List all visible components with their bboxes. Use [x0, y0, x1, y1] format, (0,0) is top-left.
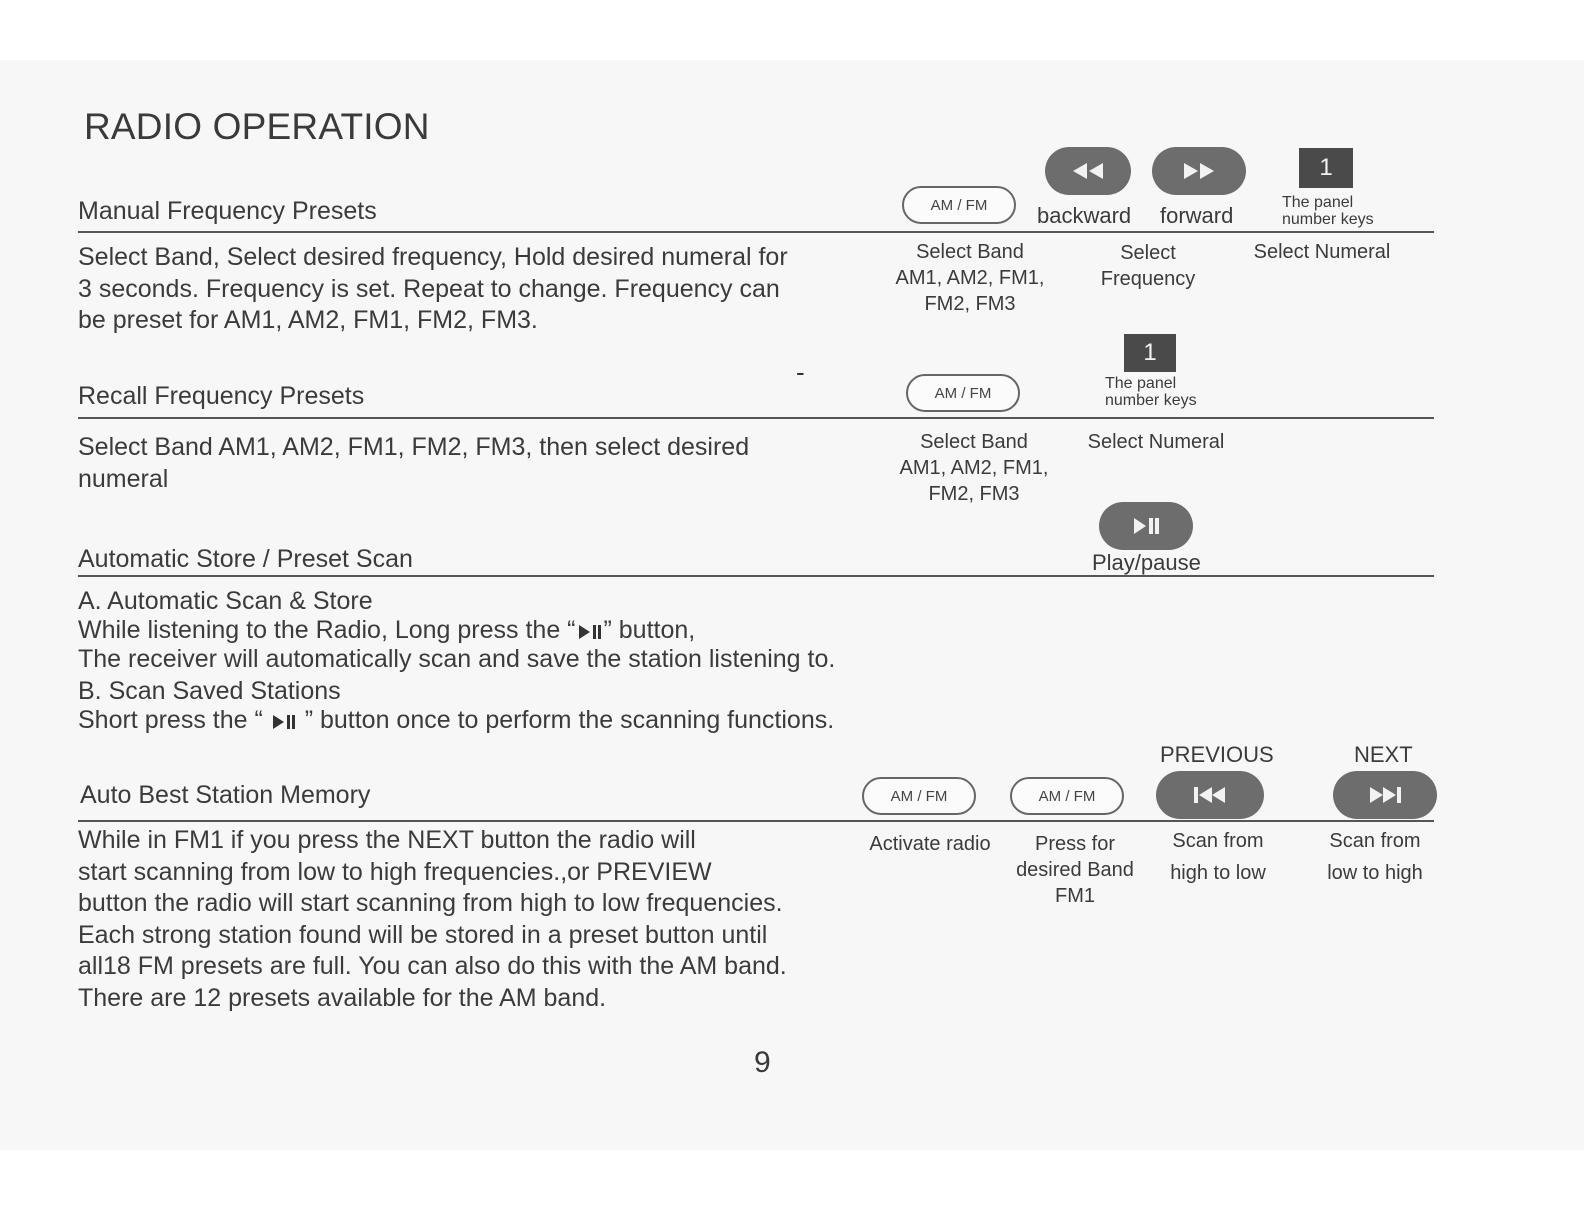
panel-keys-caption: The panel number keys — [1282, 194, 1374, 228]
fast-forward-icon — [1181, 162, 1217, 180]
play-pause-label: Play/pause — [1092, 550, 1201, 575]
divider — [78, 820, 1434, 822]
caption-scan-high-low: Scan from high to low — [1170, 830, 1266, 884]
caption-select-band: Select Band AM1, AM2, FM1, FM2, FM3 — [899, 431, 1049, 505]
forward-button — [1152, 147, 1246, 195]
rewind-icon — [1070, 162, 1106, 180]
divider — [78, 575, 1434, 577]
amfm-button: AM / FM — [906, 374, 1020, 412]
forward-label: forward — [1160, 203, 1234, 228]
next-label: NEXT — [1354, 742, 1413, 767]
caption-press-band: Press for desired Band FM1 — [1016, 833, 1134, 907]
autostore-b-line1: Short press the “ ” button once to perform the scanning functions. — [78, 706, 835, 734]
number-key-1: 1 — [1299, 148, 1353, 188]
manual-presets-heading: Manual Frequency Presets — [78, 197, 377, 225]
caption-select-band: Select Band AM1, AM2, FM1, FM2, FM3 — [895, 241, 1045, 315]
page-title: RADIO OPERATION — [84, 106, 430, 147]
next-button — [1333, 771, 1437, 819]
caption-activate-radio: Activate radio — [869, 833, 991, 855]
autostore-text: A. Automatic Scan & Store While listening to the Radio, Long press the “ ” button, The receiver will automatically scan and save the station listening to. B. Scan Saved Stations Short press the “ ” button once to perform the scanning functions. — [78, 587, 836, 734]
skip-next-icon — [1368, 786, 1402, 804]
recall-presets-text: Select Band AM1, AM2, FM1, FM2, FM3, then select desired numeral — [78, 433, 750, 493]
number-key-1: 1 — [1124, 334, 1176, 372]
previous-label: PREVIOUS — [1160, 742, 1274, 767]
play-pause-icon — [578, 623, 602, 641]
stray-mark: - — [796, 357, 805, 387]
caption-select-numeral: Select Numeral — [1087, 431, 1225, 453]
amfm-button: AM / FM — [1010, 777, 1124, 815]
page-number: 9 — [754, 1046, 771, 1079]
panel-keys-caption: The panel number keys — [1105, 375, 1197, 409]
play-pause-icon — [272, 713, 296, 731]
autobest-heading: Auto Best Station Memory — [80, 781, 371, 809]
autostore-a-line1: While listening to the Radio, Long press the “ ” button, — [78, 616, 696, 644]
skip-previous-icon — [1193, 786, 1227, 804]
amfm-button: AM / FM — [862, 777, 976, 815]
autobest-text: While in FM1 if you press the NEXT button the radio will start scanning from low to high frequencies.,or PREVIEW button the radio will start scanning from high to low frequencies. Each strong station found will be stored in a preset button until all18 FM presets are full. You can also do this with the AM band. There are 12 presets available for the AM band. — [78, 826, 787, 1012]
autostore-heading: Automatic Store / Preset Scan — [78, 545, 413, 573]
amfm-button: AM / FM — [902, 186, 1016, 224]
caption-select-numeral: Select Numeral — [1253, 241, 1391, 263]
previous-button — [1156, 771, 1264, 819]
caption-select-frequency: Select Frequency — [1100, 242, 1196, 290]
play-pause-button — [1099, 502, 1193, 550]
play-pause-icon — [1131, 517, 1161, 535]
divider — [78, 417, 1434, 419]
backward-label: backward — [1037, 203, 1132, 228]
manual-presets-text: Select Band, Select desired frequency, Hold desired numeral for 3 seconds. Frequency is set. Repeat to change. Frequency can be preset for AM1, AM2, FM1, FM2, FM3. — [78, 243, 788, 334]
recall-presets-heading: Recall Frequency Presets — [78, 382, 365, 410]
divider — [78, 231, 1434, 233]
caption-scan-low-high: Scan from low to high — [1327, 830, 1423, 884]
backward-button — [1045, 147, 1131, 195]
